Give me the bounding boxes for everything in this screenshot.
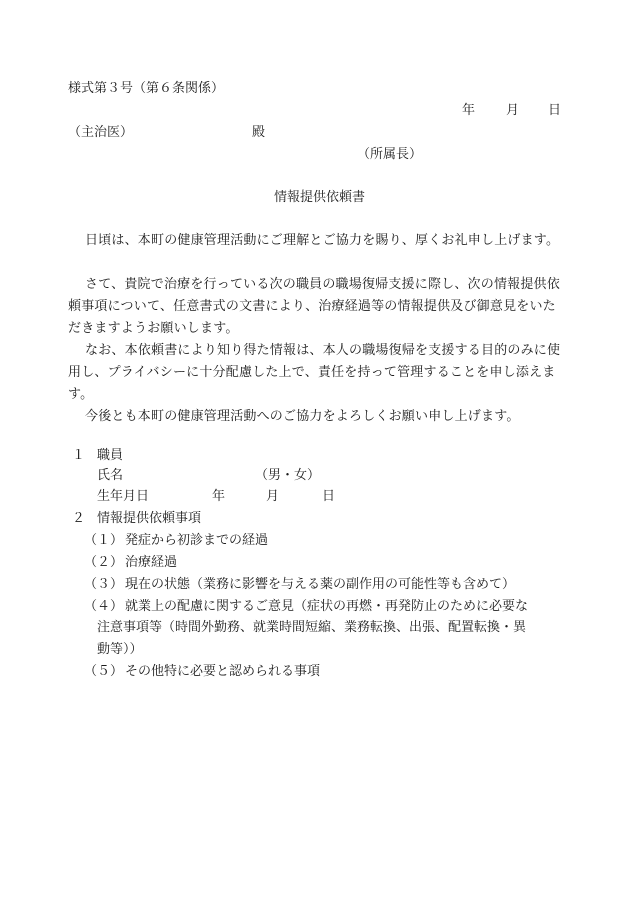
list-item-number: （１） [84, 533, 124, 548]
date-year: 年 [462, 103, 476, 118]
list-item-number: （４） [84, 599, 124, 614]
document-title: 情報提供依頼書 [274, 190, 366, 205]
addressee-label: （主治医） [68, 125, 134, 140]
dob-day: 日 [322, 489, 336, 504]
section1-number: １ [72, 448, 86, 463]
list-item-text: 治療経過 [125, 555, 178, 570]
paragraph-closing: 今後とも本町の健康管理活動へのご協力をよろしくお願い申し上げます。 [85, 409, 520, 424]
list-item-number: （５） [84, 664, 124, 679]
paragraph-request: さて、貴院で治療を行っている次の職員の職場復帰支援に際し、次の情報提供依頼事項について、任意書式の文書により、治療経過等の情報提供及び御意見をいただきますようお願いします。 [68, 277, 560, 336]
sex-options: （男・女） [255, 468, 321, 483]
form-id: 様式第３号（第６条関係） [68, 81, 225, 96]
list-item-number: （２） [84, 555, 124, 570]
section2-heading: 情報提供依頼事項 [97, 511, 202, 526]
list-item-continuation: 注意事項等（時間外勤務、就業時間短縮、業務転換、出張、配置転換・異 [97, 620, 527, 635]
list-item [84, 533, 269, 548]
list-item-continuation: 動等）） [97, 642, 143, 657]
dob-month: 月 [266, 489, 280, 504]
list-item [84, 599, 529, 614]
list-item-text: 発症から初診までの経過 [125, 533, 269, 548]
list-item-number: （３） [84, 577, 124, 592]
section1-heading: 職員 [97, 448, 124, 463]
paragraph-greeting: 日頃は、本町の健康管理活動にご理解とご協力を賜り、厚くお礼申し上げます。 [85, 233, 560, 248]
section2-number: ２ [72, 511, 86, 526]
paragraph-privacy: なお、本依頼書により知り得た情報は、本人の職場復帰を支援する目的のみに使用し、プライバシーに十分配慮した上で、責任を持って管理することを申し添えます。 [68, 343, 561, 402]
dob-label: 生年月日 [97, 489, 150, 504]
addressee-honorific: 殿 [252, 125, 266, 140]
list-item [84, 664, 321, 679]
date-month: 月 [506, 103, 520, 118]
list-item [84, 577, 516, 592]
date-day: 日 [548, 103, 562, 118]
list-item-text: 現在の状態（業務に影響を与える薬の副作用の可能性等も含めて） [125, 577, 516, 592]
list-item-text: 就業上の配慮に関するご意見（症状の再燃・再発防止のために必要な [125, 599, 529, 614]
dob-year: 年 [212, 489, 226, 504]
list-item [84, 555, 178, 570]
name-label: 氏名 [97, 468, 124, 483]
list-item-text: その他特に必要と認められる事項 [125, 664, 321, 679]
sender: （所属長） [357, 147, 423, 162]
